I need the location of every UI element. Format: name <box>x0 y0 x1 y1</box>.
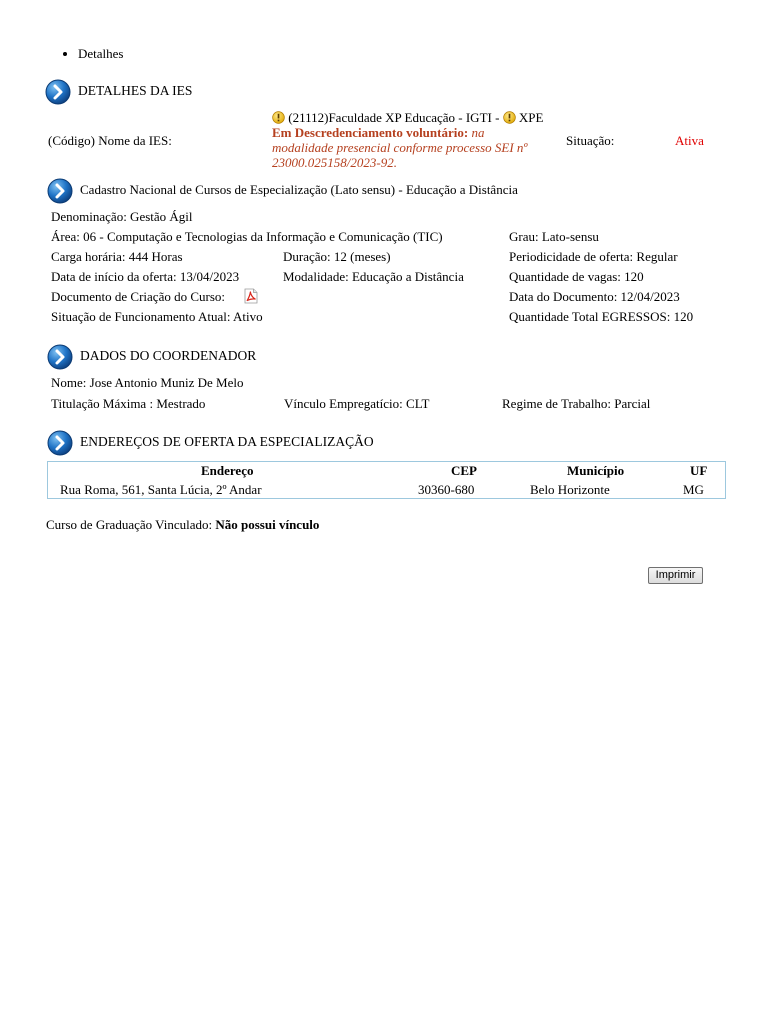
curso-data-documento: Data do Documento: 12/04/2023 <box>509 289 680 304</box>
coordenador-regime: Regime de Trabalho: Parcial <box>502 396 651 411</box>
pdf-icon[interactable] <box>244 288 258 304</box>
table-cell-municipio: Belo Horizonte <box>530 482 610 497</box>
coordenador-nome: Nome: Jose Antonio Muniz De Melo <box>51 375 244 390</box>
graduacao-label: Curso de Graduação Vinculado: <box>46 517 213 532</box>
graduacao-value: Não possui vínculo <box>215 517 320 532</box>
ies-status-line1 <box>272 125 484 141</box>
coordenador-titulacao: Titulação Máxima : Mestrado <box>51 396 206 411</box>
ies-name-suffix: XPE <box>518 110 544 125</box>
curso-grau: Grau: Lato-sensu <box>509 229 599 244</box>
print-button[interactable]: Imprimir <box>648 567 703 584</box>
ies-name-text: (21112)Faculdade XP Educação - IGTI - <box>288 110 500 125</box>
ies-status-note-1: na <box>471 125 485 140</box>
table-header-municipio: Município <box>567 463 625 478</box>
table-cell-endereco: Rua Roma, 561, Santa Lúcia, 2º Andar <box>60 482 262 497</box>
curso-documento: Documento de Criação do Curso: <box>51 289 226 304</box>
curso-area: Área: 06 - Computação e Tecnologias da Informação e Comunicação (TIC) <box>51 229 443 244</box>
section-title-enderecos: ENDEREÇOS DE OFERTA DA ESPECIALIZAÇÃO <box>80 434 374 449</box>
table-header-cep: CEP <box>451 463 477 478</box>
ies-status-title: Em Descredenciamento voluntário: <box>272 125 469 140</box>
details-link[interactable]: • Detalhes <box>78 46 123 62</box>
ies-name-label: (Código) Nome da IES: <box>48 133 172 148</box>
table-header-endereco: Endereço <box>201 463 254 478</box>
ies-name <box>272 110 543 126</box>
warning-icon <box>272 111 285 124</box>
chevron-right-icon <box>47 344 73 370</box>
warning-icon <box>503 111 516 124</box>
curso-periodicidade: Periodicidade de oferta: Regular <box>509 249 678 264</box>
section-title-curso: Cadastro Nacional de Cursos de Especialização (Lato sensu) - Educação a Distância <box>80 182 518 197</box>
addresses-table <box>47 461 726 499</box>
table-cell-cep: 30360-680 <box>418 482 475 497</box>
coordenador-vinculo: Vínculo Empregatício: CLT <box>284 396 430 411</box>
curso-duracao: Duração: 12 (meses) <box>283 249 391 264</box>
ies-status-note-3: 23000.025158/2023-92. <box>272 155 397 170</box>
graduacao-line <box>46 517 319 533</box>
curso-modalidade: Modalidade: Educação a Distância <box>283 269 464 284</box>
curso-situacao: Situação de Funcionamento Atual: Ativo <box>51 309 263 324</box>
situacao-value: Ativa <box>675 133 704 148</box>
chevron-right-icon <box>47 430 73 456</box>
section-title-coordenador: DADOS DO COORDENADOR <box>80 348 257 363</box>
table-cell-uf: MG <box>683 482 704 497</box>
curso-vagas: Quantidade de vagas: 120 <box>509 269 644 284</box>
section-title-ies: DETALHES DA IES <box>78 83 193 98</box>
curso-inicio: Data de início da oferta: 13/04/2023 <box>51 269 240 284</box>
details-nav <box>46 46 123 62</box>
curso-carga: Carga horária: 444 Horas <box>51 249 183 264</box>
table-header-uf: UF <box>690 463 708 478</box>
curso-egressos: Quantidade Total EGRESSOS: 120 <box>509 309 694 324</box>
ies-status-note-2: modalidade presencial conforme processo SEI nº <box>272 140 528 155</box>
situacao-label: Situação: <box>566 133 615 148</box>
chevron-right-icon <box>47 178 73 204</box>
chevron-right-icon <box>45 79 71 105</box>
curso-denominacao: Denominação: Gestão Ágil <box>51 209 193 224</box>
